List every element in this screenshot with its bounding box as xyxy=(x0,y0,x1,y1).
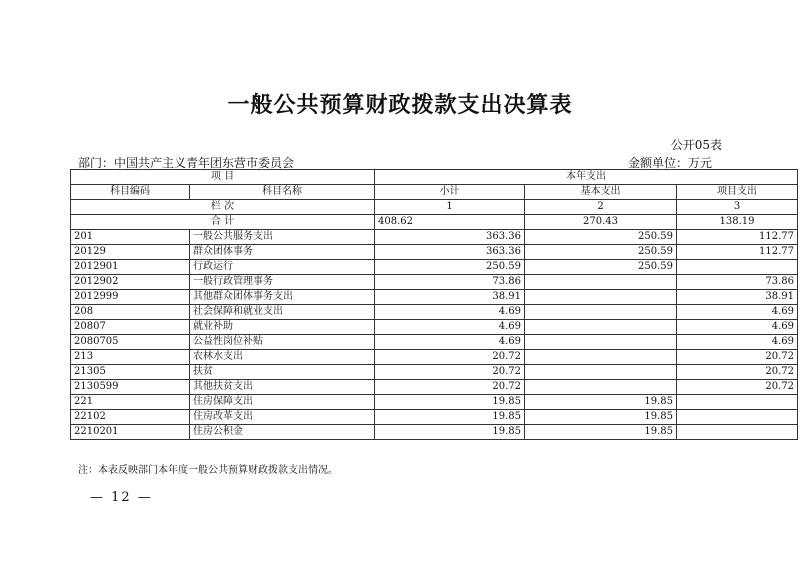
expenditure-table xyxy=(70,169,798,440)
row-subtotal: 19.85 xyxy=(375,410,525,425)
table-row xyxy=(71,275,798,290)
table-row xyxy=(71,320,798,335)
table-row xyxy=(71,410,798,425)
column-number-2: 2 xyxy=(525,200,677,215)
total-project: 138.19 xyxy=(677,215,798,230)
row-basic: 19.85 xyxy=(525,395,677,410)
column-number-row xyxy=(71,200,798,215)
total-label: 合 计 xyxy=(71,215,375,230)
total-row xyxy=(71,215,798,230)
row-name: 农林水支出 xyxy=(190,350,375,365)
row-name: 一般公共服务支出 xyxy=(190,230,375,245)
header-basic: 基本支出 xyxy=(525,185,677,200)
row-basic xyxy=(525,305,677,320)
row-name: 住房改革支出 xyxy=(190,410,375,425)
row-basic xyxy=(525,350,677,365)
row-name: 群众团体事务 xyxy=(190,245,375,260)
row-project xyxy=(677,410,798,425)
row-code: 2012999 xyxy=(71,290,190,305)
row-basic: 19.85 xyxy=(525,425,677,440)
row-basic: 250.59 xyxy=(525,245,677,260)
row-code: 20129 xyxy=(71,245,190,260)
table-row xyxy=(71,335,798,350)
row-basic xyxy=(525,335,677,350)
row-name: 公益性岗位补贴 xyxy=(190,335,375,350)
column-number-1: 1 xyxy=(375,200,525,215)
row-basic: 250.59 xyxy=(525,260,677,275)
row-name: 其他扶贫支出 xyxy=(190,380,375,395)
row-basic: 19.85 xyxy=(525,410,677,425)
page-number: — 12 — xyxy=(90,490,153,505)
row-subtotal: 4.69 xyxy=(375,335,525,350)
row-code: 208 xyxy=(71,305,190,320)
row-code: 2012902 xyxy=(71,275,190,290)
table-row xyxy=(71,260,798,275)
column-number-label: 栏 次 xyxy=(71,200,375,215)
header-item: 项 目 xyxy=(71,170,375,185)
table-row xyxy=(71,305,798,320)
department-label: 部门：中国共产主义青年团东营市委员会 xyxy=(78,156,295,170)
header-project: 项目支出 xyxy=(677,185,798,200)
row-subtotal: 250.59 xyxy=(375,260,525,275)
row-project: 38.91 xyxy=(677,290,798,305)
total-subtotal: 408.62 xyxy=(375,215,525,230)
table-row xyxy=(71,380,798,395)
table-row xyxy=(71,350,798,365)
header-row-2 xyxy=(71,185,798,200)
column-number-3: 3 xyxy=(677,200,798,215)
total-basic: 270.43 xyxy=(525,215,677,230)
row-subtotal: 19.85 xyxy=(375,395,525,410)
form-number: 公开05表 xyxy=(670,138,722,152)
table-row xyxy=(71,395,798,410)
header-row-1 xyxy=(71,170,798,185)
row-subtotal: 38.91 xyxy=(375,290,525,305)
row-code: 20807 xyxy=(71,320,190,335)
row-subtotal: 4.69 xyxy=(375,305,525,320)
row-name: 住房保障支出 xyxy=(190,395,375,410)
row-subtotal: 20.72 xyxy=(375,365,525,380)
row-project xyxy=(677,395,798,410)
table-row xyxy=(71,245,798,260)
row-basic xyxy=(525,365,677,380)
row-project: 112.77 xyxy=(677,245,798,260)
row-project xyxy=(677,260,798,275)
row-subtotal: 20.72 xyxy=(375,350,525,365)
page-title: 一般公共预算财政拨款支出决算表 xyxy=(227,92,573,118)
amount-unit-label: 金额单位：万元 xyxy=(627,156,712,170)
row-code: 21305 xyxy=(71,365,190,380)
table-row xyxy=(71,425,798,440)
row-code: 22102 xyxy=(71,410,190,425)
row-code: 2210201 xyxy=(71,425,190,440)
row-project: 112.77 xyxy=(677,230,798,245)
table-row xyxy=(71,365,798,380)
row-code: 213 xyxy=(71,350,190,365)
table-row xyxy=(71,230,798,245)
row-basic xyxy=(525,275,677,290)
row-code: 2080705 xyxy=(71,335,190,350)
row-code: 2012901 xyxy=(71,260,190,275)
row-code: 221 xyxy=(71,395,190,410)
row-subtotal: 363.36 xyxy=(375,230,525,245)
row-project: 4.69 xyxy=(677,320,798,335)
row-subtotal: 73.86 xyxy=(375,275,525,290)
header-current-year: 本年支出 xyxy=(375,170,798,185)
row-basic xyxy=(525,290,677,305)
row-name: 住房公积金 xyxy=(190,425,375,440)
table-row xyxy=(71,290,798,305)
row-name: 社会保障和就业支出 xyxy=(190,305,375,320)
table-note: 注：本表反映部门本年度一般公共预算财政拨款支出情况。 xyxy=(78,465,338,476)
row-project: 20.72 xyxy=(677,380,798,395)
row-code: 2130599 xyxy=(71,380,190,395)
row-project: 20.72 xyxy=(677,350,798,365)
row-name: 行政运行 xyxy=(190,260,375,275)
row-project: 20.72 xyxy=(677,365,798,380)
row-name: 其他群众团体事务支出 xyxy=(190,290,375,305)
row-project xyxy=(677,425,798,440)
row-subtotal: 20.72 xyxy=(375,380,525,395)
row-name: 一般行政管理事务 xyxy=(190,275,375,290)
row-project: 4.69 xyxy=(677,335,798,350)
row-name: 就业补助 xyxy=(190,320,375,335)
header-name: 科目名称 xyxy=(190,185,375,200)
row-basic xyxy=(525,320,677,335)
row-basic xyxy=(525,380,677,395)
row-subtotal: 19.85 xyxy=(375,425,525,440)
row-basic: 250.59 xyxy=(525,230,677,245)
row-name: 扶贫 xyxy=(190,365,375,380)
row-project: 73.86 xyxy=(677,275,798,290)
row-subtotal: 4.69 xyxy=(375,320,525,335)
row-project: 4.69 xyxy=(677,305,798,320)
row-code: 201 xyxy=(71,230,190,245)
row-subtotal: 363.36 xyxy=(375,245,525,260)
header-code: 科目编码 xyxy=(71,185,190,200)
header-subtotal: 小计 xyxy=(375,185,525,200)
